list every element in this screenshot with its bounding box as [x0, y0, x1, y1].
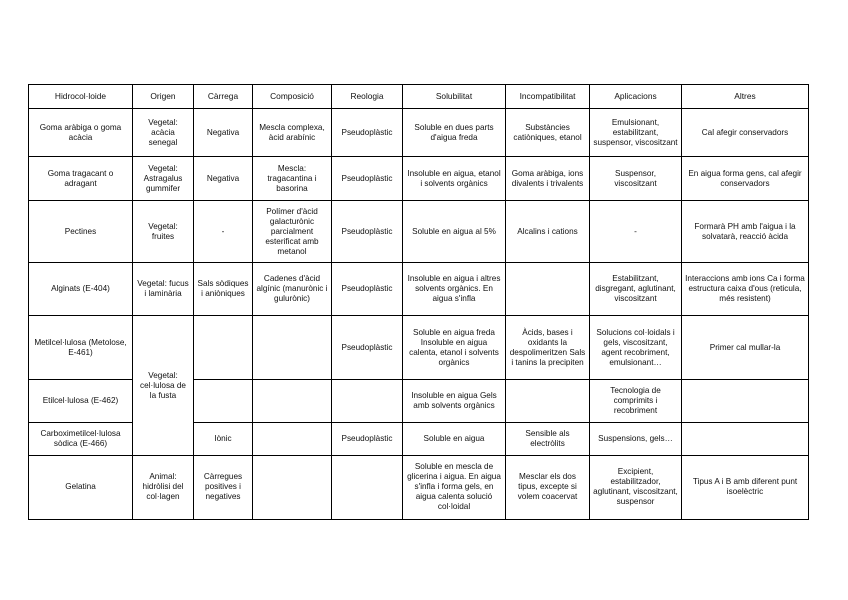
cell-name: Goma tragacant o adragant [29, 157, 133, 201]
cell-reologia: Pseudoplàstic [332, 422, 403, 455]
cell-incompatibilitat [506, 263, 590, 316]
cell-altres: Formarà PH amb l'aigua i la solvatarà, reacció àcida [682, 201, 809, 263]
cell-name: Alginats (E-404) [29, 263, 133, 316]
cell-reologia [332, 379, 403, 422]
header-row [29, 85, 809, 109]
table-row [29, 109, 809, 157]
header-cell: Origen [133, 85, 194, 109]
cell-incompatibilitat [506, 379, 590, 422]
cell-altres: Interaccions amb ions Ca i forma estructura caixa d'ous (reticula, més resistent) [682, 263, 809, 316]
cell-reologia: Pseudoplàstic [332, 263, 403, 316]
cell-solubilitat: Soluble en mescla de glicerina i aigua. En aigua s'infla i forma gels, en aigua calenta solució col·loidal [403, 455, 506, 519]
cell-carrega [194, 379, 253, 422]
cell-incompatibilitat: Sensible als electròlits [506, 422, 590, 455]
cell-altres: Primer cal mullar-la [682, 316, 809, 379]
cell-reologia: Pseudoplàstic [332, 316, 403, 379]
cell-name: Etilcel·lulosa (E-462) [29, 379, 133, 422]
cell-origen-shared: Vegetal: cel·lulosa de la fusta [133, 316, 194, 455]
cell-name: Metilcel·lulosa (Metolose, E-461) [29, 316, 133, 379]
cell-aplicacions: Estabilitzant, disgregant, aglutinant, viscositzant [590, 263, 682, 316]
cell-altres: Tipus A i B amb diferent punt isoelèctric [682, 455, 809, 519]
cell-incompatibilitat: Substàncies catiòniques, etanol [506, 109, 590, 157]
table-row [29, 316, 809, 379]
cell-incompatibilitat: Àcids, bases i oxidants la despolimeritzen Sals i tanins la precipiten [506, 316, 590, 379]
cell-aplicacions: Excipient, estabilitzador, aglutinant, viscositzant, suspensor [590, 455, 682, 519]
cell-aplicacions: Suspensions, gels… [590, 422, 682, 455]
cell-altres [682, 422, 809, 455]
cell-solubilitat: Soluble en aigua al 5% [403, 201, 506, 263]
cell-name: Gelatina [29, 455, 133, 519]
cell-aplicacions: - [590, 201, 682, 263]
cell-name: Pectines [29, 201, 133, 263]
cell-aplicacions: Tecnologia de comprimits i recobriment [590, 379, 682, 422]
cell-incompatibilitat: Alcalins i cations [506, 201, 590, 263]
cell-reologia: Pseudoplàstic [332, 157, 403, 201]
cell-carrega: Càrregues positives i negatives [194, 455, 253, 519]
header-cell: Incompatibilitat [506, 85, 590, 109]
cell-carrega: Sals sòdiques i aniòniques [194, 263, 253, 316]
cell-origen: Vegetal: fucus i laminària [133, 263, 194, 316]
cell-altres: En aigua forma gens, cal afegir conservadors [682, 157, 809, 201]
cell-composicio: Mescla: tragacantina i basorina [253, 157, 332, 201]
cell-carrega: - [194, 201, 253, 263]
header-cell: Solubilitat [403, 85, 506, 109]
header-cell: Hidrocol·loide [29, 85, 133, 109]
cell-incompatibilitat: Mesclar els dos tipus, excepte si volem coacervat [506, 455, 590, 519]
cell-reologia: Pseudoplàstic [332, 109, 403, 157]
cell-solubilitat: Insoluble en aigua Gels amb solvents orgànics [403, 379, 506, 422]
header-cell: Aplicacions [590, 85, 682, 109]
cell-aplicacions: Emulsionant, estabilitzant, suspensor, viscositzant [590, 109, 682, 157]
cell-solubilitat: Soluble en aigua freda Insoluble en aigua calenta, etanol i solvents orgànics [403, 316, 506, 379]
cell-carrega: Negativa [194, 109, 253, 157]
cell-altres: Cal afegir conservadors [682, 109, 809, 157]
table-row [29, 201, 809, 263]
cell-composicio [253, 455, 332, 519]
cell-solubilitat: Soluble en aigua [403, 422, 506, 455]
cell-solubilitat: Insoluble en aigua i altres solvents orgànics. En aigua s'infla [403, 263, 506, 316]
cell-reologia [332, 455, 403, 519]
cell-aplicacions: Suspensor, viscositzant [590, 157, 682, 201]
cell-solubilitat: Insoluble en aigua, etanol i solvents orgànics [403, 157, 506, 201]
cell-carrega [194, 316, 253, 379]
cell-composicio: Mescla complexa, àcid arabínic [253, 109, 332, 157]
cell-composicio: Cadenes d'àcid algínic (manurònic i gulurònic) [253, 263, 332, 316]
cell-name: Goma aràbiga o goma acàcia [29, 109, 133, 157]
cell-name: Carboximetilcel·lulosa sòdica (E-466) [29, 422, 133, 455]
header-cell: Reologia [332, 85, 403, 109]
header-cell: Composició [253, 85, 332, 109]
cell-incompatibilitat: Goma aràbiga, ions divalents i trivalents [506, 157, 590, 201]
cell-composicio: Polímer d'àcid galacturònic parcialment esterificat amb metanol [253, 201, 332, 263]
cell-carrega: Iònic [194, 422, 253, 455]
cell-composicio [253, 316, 332, 379]
hydrocolloid-table [28, 84, 809, 520]
header-cell: Altres [682, 85, 809, 109]
cell-origen: Vegetal: acàcia senegal [133, 109, 194, 157]
cell-origen: Animal: hidròlisi del col·lagen [133, 455, 194, 519]
cell-solubilitat: Soluble en dues parts d'aigua freda [403, 109, 506, 157]
cell-altres [682, 379, 809, 422]
cell-origen: Vegetal: fruites [133, 201, 194, 263]
cell-composicio [253, 379, 332, 422]
cell-origen: Vegetal: Astragalus gummifer [133, 157, 194, 201]
cell-carrega: Negativa [194, 157, 253, 201]
cell-aplicacions: Solucions col·loidals i gels, viscositzant, agent recobriment, emulsionant… [590, 316, 682, 379]
cell-reologia: Pseudoplàstic [332, 201, 403, 263]
table-row [29, 455, 809, 519]
cell-composicio [253, 422, 332, 455]
table-row [29, 263, 809, 316]
header-cell: Càrrega [194, 85, 253, 109]
table-row [29, 157, 809, 201]
